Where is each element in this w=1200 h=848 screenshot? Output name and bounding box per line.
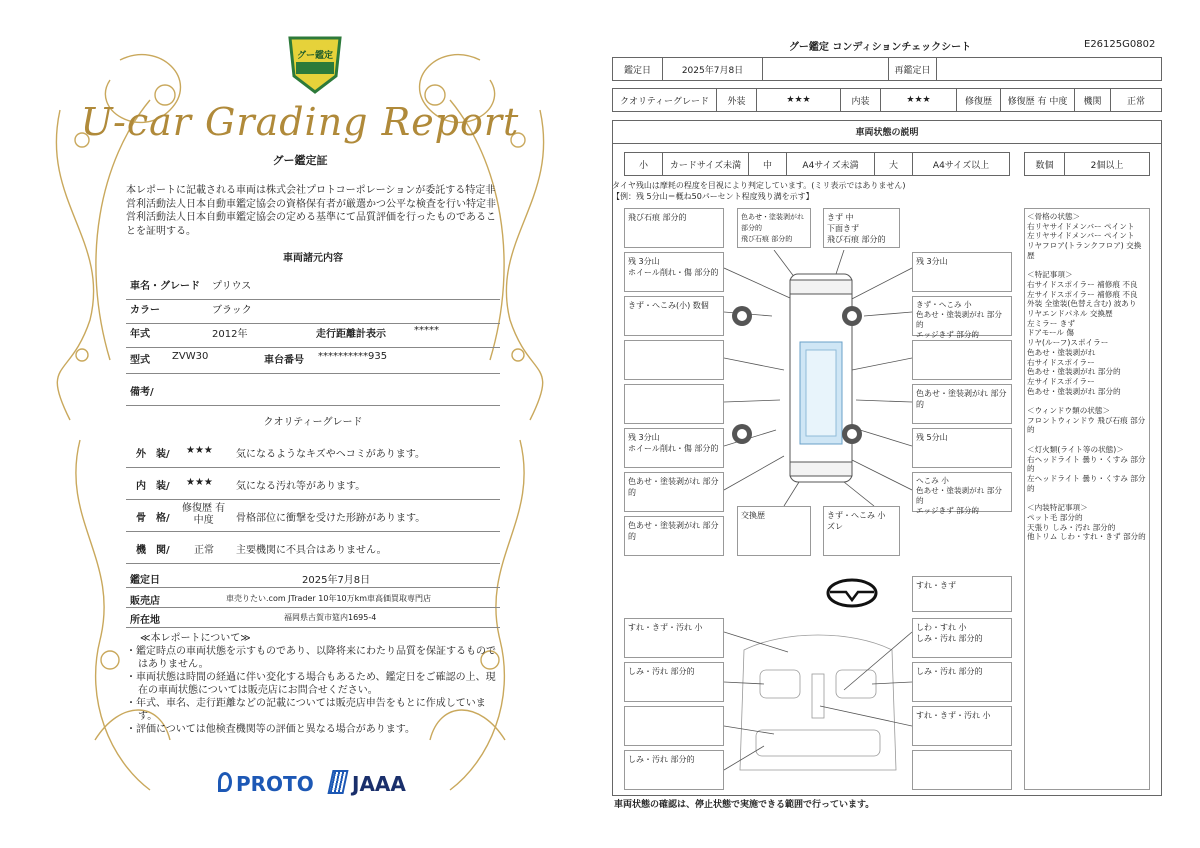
info-row-date bbox=[126, 566, 500, 588]
note-item: ・鑑定時点の車両状態を示すものであり、以降将来にわたり品質を保証するものではありません。 bbox=[126, 646, 496, 670]
badge-label: グー鑑定 bbox=[296, 51, 333, 61]
goo-kantei-badge-icon bbox=[286, 32, 344, 96]
date-label: 鑑定日 bbox=[130, 575, 160, 586]
certificate-text: 本レポートに記載される車両は株式会社プロトコーポレーションが委託する特定非営利活動法人日本自動車鑑定協会の資格保有者が厳選かつ公平な検査を行い特定非営利活動法人日本自動車鑑定協会の定める基準にて品質評価を行ったものであることを証明する。 bbox=[126, 185, 496, 237]
note-box: きず・へこみ 小 ズレ bbox=[823, 506, 900, 556]
repair-label: 修復歴 bbox=[957, 89, 1001, 111]
ext-stars: ★★★ bbox=[757, 89, 841, 111]
count-legend bbox=[1024, 152, 1150, 176]
date-label: 鑑定日 bbox=[613, 58, 663, 80]
grade-row bbox=[612, 88, 1162, 112]
frame-label: 骨 格/ bbox=[136, 513, 170, 524]
note-box: 残 3分山 bbox=[912, 252, 1012, 292]
note-box: 残 5分山 bbox=[912, 428, 1012, 468]
interior-label: 内 装/ bbox=[136, 481, 170, 492]
note-box: すれ・きず・汚れ 小 bbox=[912, 706, 1012, 746]
report-script-title: U-car Grading Report bbox=[80, 100, 520, 144]
note-box: しわ・すれ 小 しみ・汚れ 部分的 bbox=[912, 618, 1012, 658]
address-value: 福岡県古賀市筵内1695-4 bbox=[284, 613, 377, 622]
legend-large-desc: A4サイズ以上 bbox=[932, 160, 990, 171]
jaaa-logo-icon bbox=[327, 770, 348, 794]
grade-row-frame bbox=[126, 500, 500, 532]
exterior-label: 外 装/ bbox=[136, 449, 170, 460]
color-value: ブラック bbox=[212, 305, 252, 316]
note-box: へこみ 小 色あせ・塗装剥がれ 部分的 エッジきず 部分的 bbox=[912, 472, 1012, 512]
count-value: 2個以上 bbox=[1090, 160, 1124, 171]
grade-row-engine bbox=[126, 532, 500, 564]
spec-row-model bbox=[126, 342, 500, 374]
note-box: 残 3分山 ホイール削れ・傷 部分的 bbox=[624, 252, 724, 292]
proto-logo-text: PROTO bbox=[236, 772, 314, 796]
date-spacer bbox=[763, 58, 889, 80]
engine-value: 正常 bbox=[1126, 96, 1145, 107]
car-interior-diagram-icon bbox=[724, 630, 912, 780]
legend-large: 大 bbox=[875, 153, 913, 175]
note-item: ・年式、車名、走行距離などの記載については販売店申告をもとに作成しています。 bbox=[126, 698, 486, 722]
note-item: ・車両状態は時間の経過に伴い変化する場合もあるため、鑑定日をご確認の上、現在の車両状態については販売店にお問合せください。 bbox=[126, 672, 496, 696]
info-row-dealer bbox=[126, 588, 500, 608]
engine-desc: 主要機関に不具合はありません。 bbox=[236, 545, 387, 556]
note-box: きず・へこみ(小) 数個 bbox=[624, 296, 724, 336]
reinspect-value bbox=[937, 58, 1161, 80]
note-box: 残 3分山 ホイール削れ・傷 部分的 bbox=[624, 428, 724, 468]
note-box bbox=[912, 340, 1012, 380]
mileage-value: ***** bbox=[414, 325, 439, 336]
note-box: しみ・汚れ 部分的 bbox=[624, 750, 724, 790]
quality-heading: クオリティーグレード bbox=[263, 417, 363, 428]
note-box bbox=[912, 750, 1012, 790]
model-label: 型式 bbox=[130, 355, 150, 366]
note-box: きず・へこみ 小 色あせ・塗装剥がれ 部分的 エッジきず 部分的 bbox=[912, 296, 1012, 336]
color-label: カラー bbox=[130, 305, 160, 316]
note-box: 色あせ・塗装剥がれ 部分的 bbox=[912, 384, 1012, 424]
legend-mid: 中 bbox=[749, 153, 787, 175]
notes-list bbox=[126, 645, 496, 736]
engine-value: 正常 bbox=[194, 545, 214, 556]
section-title: 車両状態の説明 bbox=[612, 120, 1162, 144]
interior-stars: ★★★ bbox=[186, 477, 213, 488]
qg-label: クオリティーグレード bbox=[613, 89, 717, 111]
specs-heading: 車両諸元内容 bbox=[283, 253, 343, 264]
car-exterior-diagram-icon bbox=[724, 250, 912, 506]
info-row-address bbox=[126, 608, 500, 628]
report-notes bbox=[126, 632, 496, 736]
ext-label: 外装 bbox=[717, 89, 757, 111]
footer-note: 車両状態の確認は、停止状態で実施できる範囲で行っています。 bbox=[614, 800, 875, 810]
tire-note bbox=[612, 180, 905, 202]
grade-row-interior bbox=[126, 468, 500, 500]
exterior-stars: ★★★ bbox=[186, 445, 213, 456]
year-value: 2012年 bbox=[212, 329, 248, 340]
note-box: 色あせ・塗装剥がれ 部分的 bbox=[624, 516, 724, 556]
frame-value: 修復歴 有 中度 bbox=[182, 503, 226, 526]
certificate-heading: グー鑑定証 bbox=[272, 154, 328, 167]
note-box: 交換歴 bbox=[737, 506, 811, 556]
name-label: 車名・グレード bbox=[130, 281, 200, 292]
model-value: ZVW30 bbox=[172, 351, 209, 362]
dealer-value: 車売りたい.com JTrader 10年10万km車高価買取専門店 bbox=[226, 594, 432, 603]
special-notes-list: ＜骨格の状態＞ 右リヤサイドメンバー ペイント 左リヤサイドメンバー ペイント リヤフロア(トランクフロア) 交換歴 ＜特記事項＞ 右サイドスポイラー 補修痕 不良 左サイドスポイラー 補修痕 不良 外装 全塗装(色替え含む) 波あり リヤエンドパネル 交換歴 左ミラー きず ドアモール 傷 リヤ(ルーフ)スポイラー 色あせ・塗装剥がれ 右サイドスポイラー 色あせ・塗装剥がれ 部分的 左サイドスポイラー 色あせ・塗装剥がれ 部分的 ＜ウィンドウ類の状態＞ フロントウィンドウ 飛び石痕 部分的 ＜灯火類(ライト等の状態)＞ 右ヘッドライト 曇り・くすみ 部分的 左ヘッドライト 曇り・くすみ 部分的 ＜内装特記事項＞ ペット毛 部分的 天張り しみ・汚れ 部分的 他トリム しわ・すれ・きず 部分的 bbox=[1024, 208, 1150, 790]
legend-mid-desc: A4サイズ未満 bbox=[787, 153, 875, 175]
note-item: ・評価については他検査機関等の評価と異なる場合があります。 bbox=[126, 724, 415, 735]
tire-note-line: 【例：残 5分山＝概ね50パーセント程度残り溝を示す】 bbox=[612, 192, 814, 201]
int-stars: ★★★ bbox=[881, 89, 957, 111]
frame-desc: 骨格部位に衝撃を受けた形跡があります。 bbox=[236, 513, 426, 524]
date-row bbox=[612, 57, 1162, 81]
note-box: 色あせ・塗装剥がれ 部分的 飛び石痕 部分的 bbox=[737, 208, 811, 248]
spec-row-remarks bbox=[126, 374, 500, 406]
note-box: しみ・汚れ 部分的 bbox=[624, 662, 724, 702]
engine-label: 機 関/ bbox=[136, 545, 170, 556]
address-label: 所在地 bbox=[130, 615, 160, 626]
note-box: すれ・きず bbox=[912, 576, 1012, 612]
name-value: プリウス bbox=[212, 281, 252, 292]
note-box: 飛び石痕 部分的 bbox=[624, 208, 724, 248]
logos bbox=[218, 770, 418, 800]
chassis-label: 車台番号 bbox=[264, 355, 304, 366]
tire-note-line: タイヤ残山は摩耗の程度を目視により判定しています。(ミリ表示ではありません) bbox=[612, 181, 906, 190]
document-id: E26125G0802 bbox=[1084, 39, 1156, 50]
repair-value: 修復歴 有 中度 bbox=[1001, 89, 1075, 111]
condition-check-sheet bbox=[600, 0, 1200, 848]
steering-wheel-icon bbox=[826, 578, 878, 608]
year-label: 年式 bbox=[130, 329, 150, 340]
date-value: 2025年7月8日 bbox=[302, 575, 371, 586]
note-box bbox=[624, 706, 724, 746]
note-box: きず 中 下面きず 飛び石痕 部分的 bbox=[823, 208, 900, 248]
note-box: しみ・汚れ 部分的 bbox=[912, 662, 1012, 702]
notes-title: ≪本レポートについて≫ bbox=[140, 633, 251, 644]
int-label: 内装 bbox=[841, 89, 881, 111]
note-box: 色あせ・塗装剥がれ 部分的 bbox=[624, 472, 724, 512]
proto-logo-icon bbox=[218, 772, 232, 792]
remarks-label: 備考/ bbox=[130, 387, 154, 398]
note-box: すれ・きず・汚れ 小 bbox=[624, 618, 724, 658]
interior-desc: 気になる汚れ等があります。 bbox=[236, 481, 366, 492]
note-box bbox=[624, 384, 724, 424]
exterior-desc: 気になるようなキズやヘコミがあります。 bbox=[236, 449, 425, 460]
engine-label: 機関 bbox=[1075, 89, 1111, 111]
dealer-label: 販売店 bbox=[130, 596, 160, 607]
reinspect-label: 再鑑定日 bbox=[889, 58, 937, 80]
mileage-label: 走行距離計表示 bbox=[316, 329, 386, 340]
date-value: 2025年7月8日 bbox=[663, 58, 763, 80]
size-legend bbox=[624, 152, 1010, 176]
sheet-title: グー鑑定 コンディションチェックシート bbox=[788, 42, 972, 53]
legend-small: 小 bbox=[625, 153, 663, 175]
chassis-value: **********935 bbox=[318, 351, 388, 362]
jaaa-logo-text: JAAA bbox=[352, 772, 406, 796]
note-box bbox=[624, 340, 724, 380]
count-label: 数個 bbox=[1025, 153, 1065, 175]
legend-small-desc: カードサイズ未満 bbox=[663, 153, 749, 175]
grade-row-exterior bbox=[126, 436, 500, 468]
